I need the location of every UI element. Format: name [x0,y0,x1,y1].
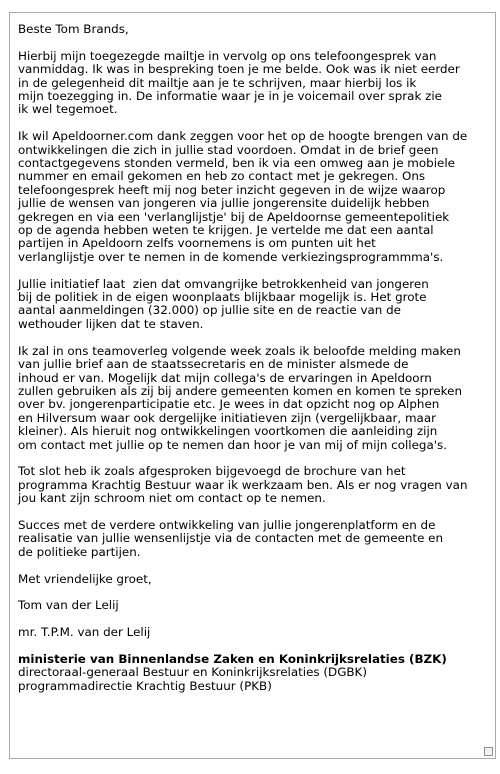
resize-grip-icon[interactable] [484,747,493,756]
paragraph-1: Hierbij mijn toegezegde mailtje in vervolg op ons telefoongesprek van vanmiddag. Ik was in bespreking toen je me belde. Ook was ik niet eerder in de gelegenheid dit mailtje aan je te schrijven, maar hierbij los ik mijn toezegging in. De informatie waar je in je voicemail over sprak zie ik wel tegemoet. [18,48,460,117]
paragraph-4: Ik zal in ons teamoverleg volgende week zoals ik beloofde melding maken van jullie brief aan de staatssecretaris en de minister alsmede de inhoud er van. Mogelijk dat mijn collega's de ervaringen in Apeldoorn zullen gebruiken als zij bij andere gemeenten komen en komen te spreken over bv. jongerenparticipatie etc. Je wees in dat opzicht nog op Alphen en Hilversum waar ook dergelijke initiatieven zijn (vergelijkbaar, maar kleiner). Als hieruit nog ontwikkelingen voortkomen die aanleiding zijn om contact met jullie op te nemen dan hoor je van mij of mijn collega's. [18,343,462,452]
ministry-name: ministerie van Binnenlandse Zaken en Koninkrijksrelaties (BZK) [18,651,447,666]
message-body[interactable] [9,12,496,759]
paragraph-2: Ik wil Apeldoorner.com dank zeggen voor het op de hoogte brengen van de ontwikkelingen die zich in jullie stad voordoen. Omdat in de brief geen contactgegevens stonden vermeld, ben ik via een omweg aan je mobiele nummer en email gekomen en heb zo contact met je gekregen. Ons telefoongesprek heeft mij nog beter inzicht gegeven in de wijze waarop jullie de wensen van jongeren via jullie jongerensite duidelijk hebben gekregen en via een 'verlanglijstje' bij de Apeldoornse gemeentepolitiek op de agenda hebben weten te krijgen. Je vertelde me dat een aantal partijen in Apeldoorn zelfs voornemens is om punten uit het verlanglijstje over te nemen in de komende verkiezingsprogrammma's. [18,129,468,264]
closing: Met vriendelijke groet, [18,571,152,586]
greeting: Beste Tom Brands, [18,22,129,36]
sender-formal-name: mr. T.P.M. van der Lelij [18,625,151,640]
paragraph-6: Succes met de verdere ontwikkeling van jullie jongerenplatform en de realisatie van jullie wensenlijstje via de contacten met de gemeente en de politieke partijen. [18,517,444,559]
paragraph-3: Jullie initiatief laat zien dat omvangrijke betrokkenheid van jongeren bij de politiek in de eigen woonplaats blijkbaar mogelijk is. Het grote aantal aanmeldingen (32.000) op jullie site en de reactie van de wethouder lijken dat te staven. [18,276,429,331]
program-name: programmadirectie Krachtig Bestuur (PKB) [18,678,272,693]
paragraph-5: Tot slot heb ik zoals afgesproken bijgevoegd de brochure van het programma Krachtig Bestuur waar ik werkzaam ben. Als er nog vragen van jou kant zijn schroom niet om contact op te nemen. [18,464,468,506]
department-name: directoraal-generaal Bestuur en Koninkrijksrelaties (DGBK) [18,665,367,680]
letter-content [18,23,489,693]
sender-name: Tom van der Lelij [18,598,119,613]
